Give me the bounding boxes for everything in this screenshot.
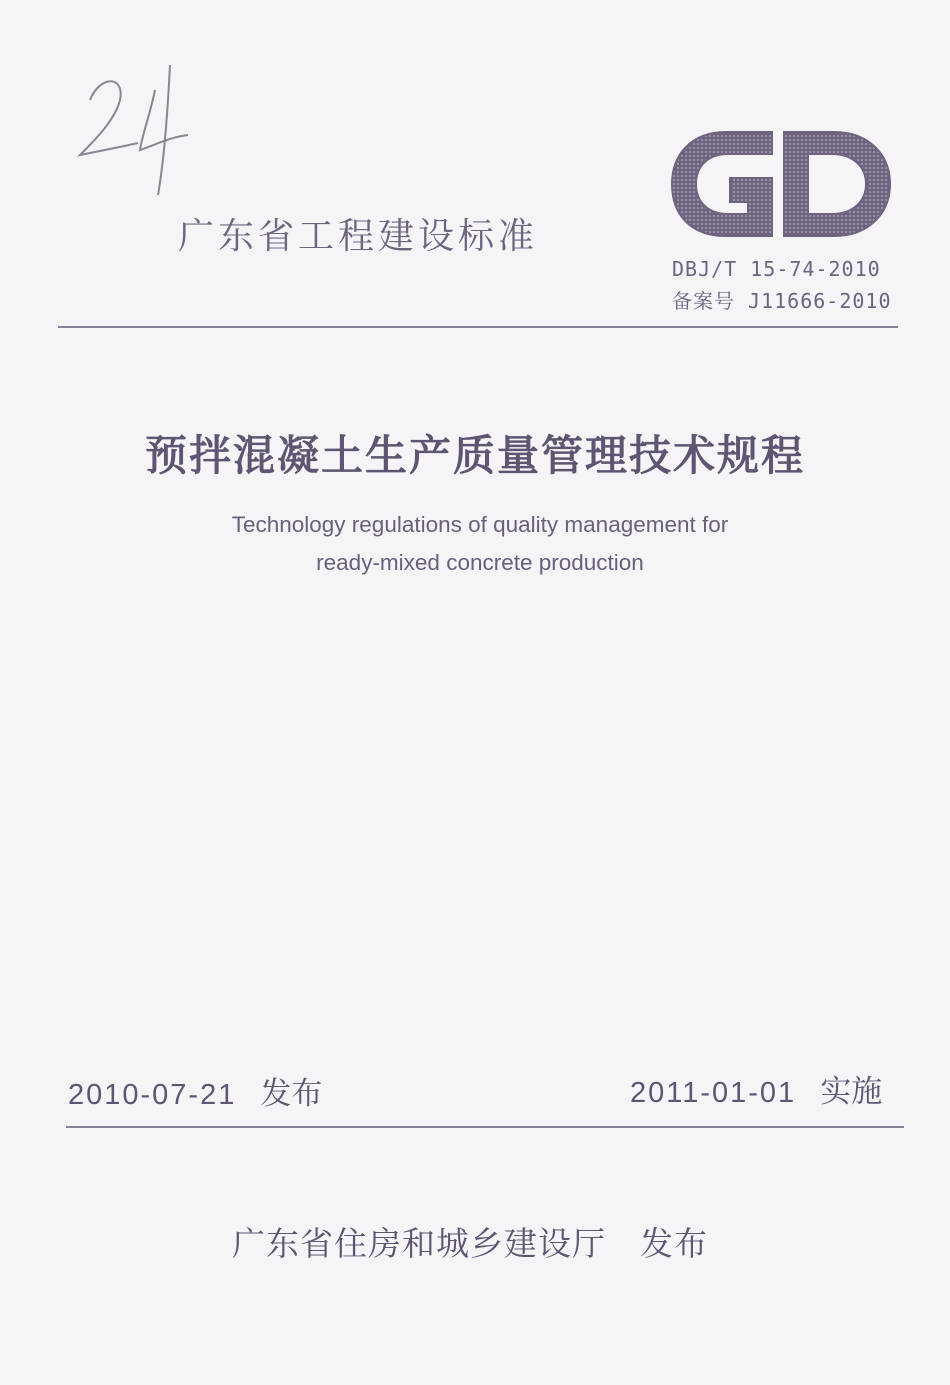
effective-date: 2011-01-01	[630, 1077, 797, 1109]
bottom-divider	[66, 1126, 904, 1128]
issue-label: 发布	[260, 1076, 323, 1112]
publisher-name: 广东省住房和城乡建设厅	[232, 1224, 606, 1263]
issue-date: 2010-07-21	[68, 1079, 237, 1111]
effective-date-block	[630, 1066, 882, 1111]
standard-code: DBJ/T 15-74-2010	[672, 257, 881, 281]
title-chinese: 预拌混凝土生产质量管理技术规程	[144, 431, 805, 480]
standard-category: 广东省工程建设标准	[178, 216, 539, 257]
title-english-line-1: Technology regulations of quality management for	[231, 512, 729, 537]
handwritten-number-24	[70, 55, 200, 200]
top-divider	[58, 326, 898, 328]
title-english-line-2: ready-mixed concrete production	[316, 550, 644, 575]
gd-logo	[668, 126, 894, 242]
publisher-action: 发布	[640, 1224, 708, 1263]
issue-date-block	[68, 1068, 322, 1113]
publisher-block	[232, 1218, 708, 1265]
effective-label: 实施	[820, 1074, 883, 1110]
record-number: 备案号 J11666-2010	[672, 289, 892, 313]
